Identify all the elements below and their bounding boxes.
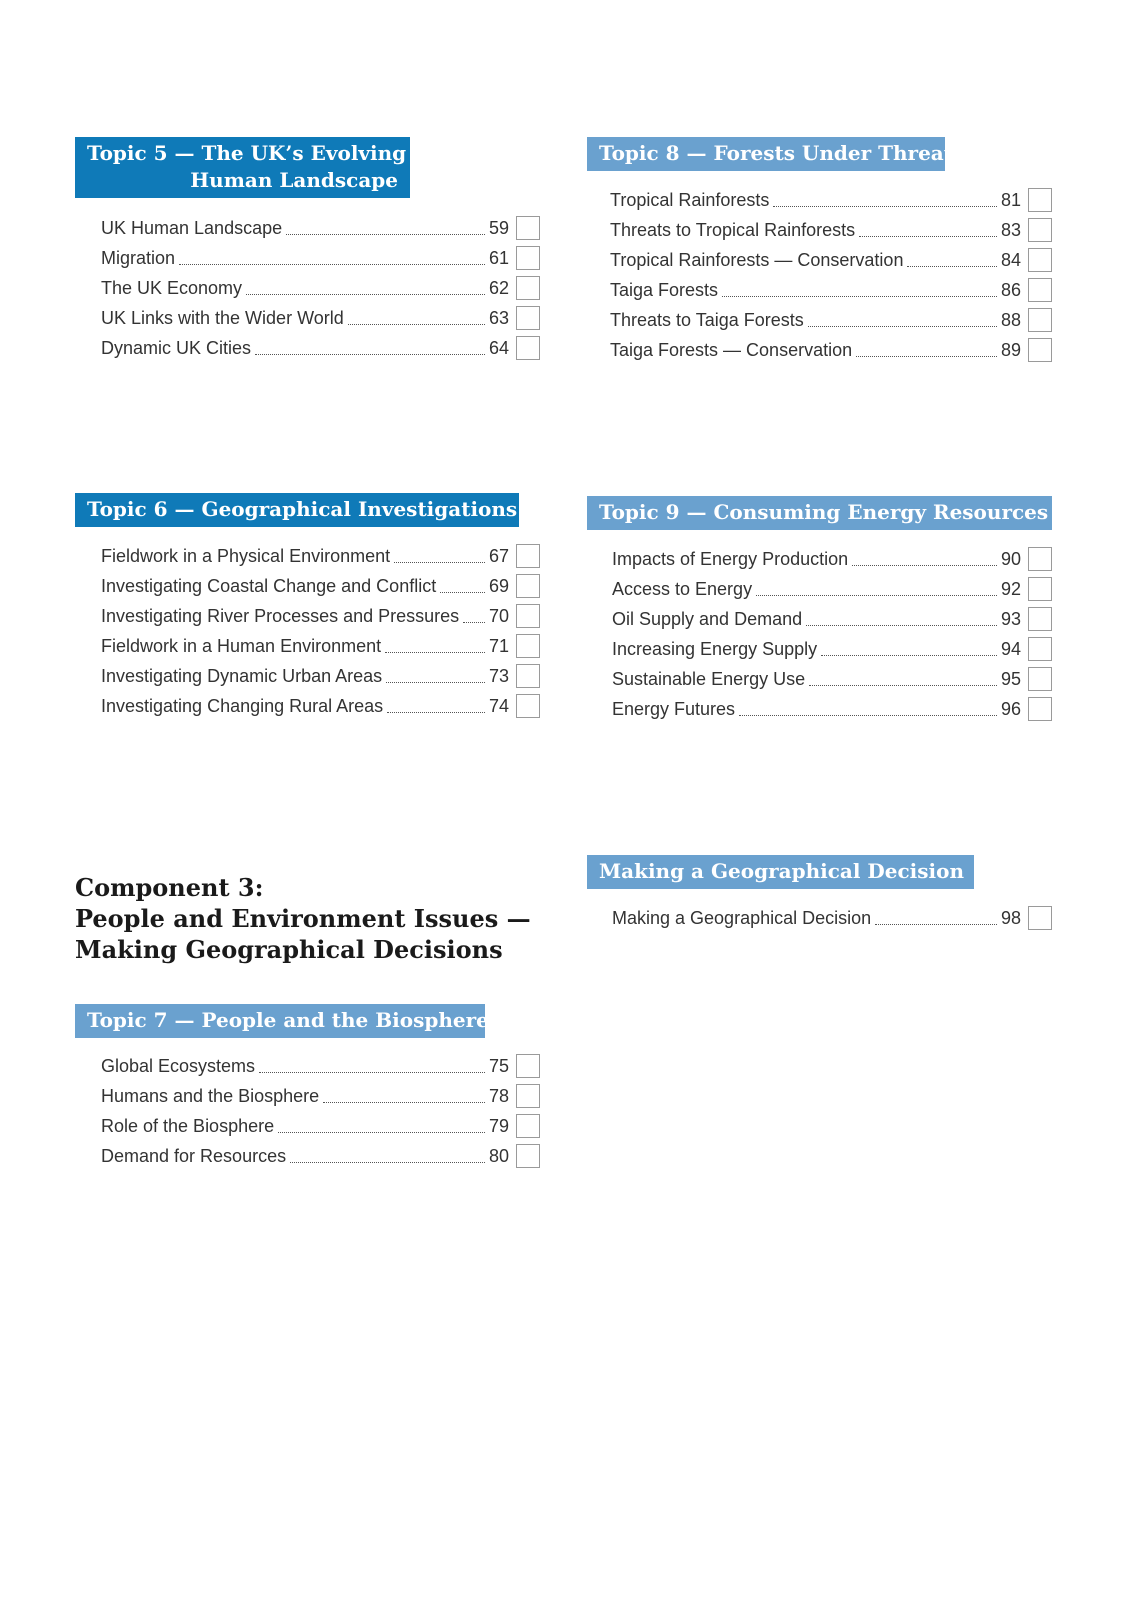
dot-leader [246, 294, 485, 295]
topic-8-header-line1: Topic 8 — Forests Under Threat [599, 141, 953, 165]
tick-box[interactable] [1028, 906, 1052, 930]
tick-box[interactable] [516, 544, 540, 568]
entry-title: Energy Futures [612, 698, 736, 719]
entry-title: Taiga Forests — Conservation [610, 339, 853, 360]
tick-box[interactable] [516, 246, 540, 270]
entry-page: 74 [488, 695, 509, 716]
topic-9-header [587, 496, 1052, 530]
tick-box[interactable] [516, 1054, 540, 1078]
tick-box[interactable] [1028, 188, 1052, 212]
entry-title: Fieldwork in a Physical Environment [101, 545, 391, 566]
entry-title: Taiga Forests [610, 279, 719, 300]
topic-8-entries [587, 185, 1052, 365]
tick-box[interactable] [516, 694, 540, 718]
topic-8-header [587, 137, 953, 171]
entry-page: 79 [488, 1115, 509, 1136]
entry-title: Demand for Resources [101, 1145, 287, 1166]
dot-leader [722, 296, 997, 297]
topic-5-header [75, 137, 410, 198]
entry-page: 98 [1000, 907, 1021, 928]
entry-title: Oil Supply and Demand [612, 608, 803, 629]
topic-6-header [75, 493, 519, 527]
topic-5-entries [75, 213, 540, 363]
list-item [612, 634, 1052, 664]
component-3-heading [75, 872, 531, 965]
entry-title: Humans and the Biosphere [101, 1085, 320, 1106]
entry-page: 73 [488, 665, 509, 686]
list-item [612, 574, 1052, 604]
dot-leader [348, 324, 485, 325]
entry-title: Tropical Rainforests — Conservation [610, 249, 904, 270]
dot-leader [259, 1072, 485, 1073]
topic-9-entries [587, 544, 1052, 724]
list-item [610, 245, 1052, 275]
topic-6-header-line1: Topic 6 — Geographical Investigations [87, 497, 518, 521]
entry-title: Threats to Taiga Forests [610, 309, 804, 330]
entry-page: 80 [488, 1145, 509, 1166]
tick-box[interactable] [516, 604, 540, 628]
tick-box[interactable] [516, 574, 540, 598]
list-item [101, 1081, 540, 1111]
entry-title: Fieldwork in a Human Environment [101, 635, 382, 656]
tick-box[interactable] [1028, 278, 1052, 302]
entry-page: 75 [488, 1055, 509, 1076]
dot-leader [852, 565, 997, 566]
entry-page: 69 [488, 575, 509, 596]
entry-title: Tropical Rainforests [610, 189, 770, 210]
entry-page: 83 [1000, 219, 1021, 240]
dot-leader [907, 266, 997, 267]
component-heading-line3: Making Geographical Decisions [75, 935, 503, 964]
tick-box[interactable] [1028, 218, 1052, 242]
decision-header-line1: Making a Geographical Decision [599, 859, 964, 883]
entry-title: UK Human Landscape [101, 217, 283, 238]
entry-title: Impacts of Energy Production [612, 548, 849, 569]
dot-leader [440, 592, 485, 593]
topic-5-header-line2: Human Landscape [190, 168, 398, 192]
entry-page: 90 [1000, 548, 1021, 569]
tick-box[interactable] [516, 216, 540, 240]
dot-leader [809, 685, 997, 686]
list-item [101, 1141, 540, 1171]
decision-section [587, 855, 1052, 933]
component-heading-line2: People and Environment Issues — [75, 904, 531, 933]
dot-leader [773, 206, 997, 207]
dot-leader [255, 354, 485, 355]
dot-leader [756, 595, 997, 596]
dot-leader [875, 924, 997, 925]
entry-page: 62 [488, 277, 509, 298]
tick-box[interactable] [1028, 248, 1052, 272]
dot-leader [463, 622, 485, 623]
entry-title: The UK Economy [101, 277, 243, 298]
entry-page: 84 [1000, 249, 1021, 270]
list-item [101, 303, 540, 333]
list-item [101, 273, 540, 303]
entry-page: 81 [1000, 189, 1021, 210]
tick-box[interactable] [516, 1084, 540, 1108]
topic-7-header-line1: Topic 7 — People and the Biosphere [87, 1008, 489, 1032]
entry-page: 63 [488, 307, 509, 328]
decision-entries [587, 903, 1052, 933]
dot-leader [386, 682, 485, 683]
list-item [612, 544, 1052, 574]
list-item [101, 601, 540, 631]
list-item [612, 604, 1052, 634]
topic-5-section [75, 137, 540, 363]
entry-page: 95 [1000, 668, 1021, 689]
tick-box[interactable] [1028, 547, 1052, 571]
entry-page: 70 [488, 605, 509, 626]
tick-box[interactable] [1028, 637, 1052, 661]
tick-box[interactable] [1028, 577, 1052, 601]
dot-leader [859, 236, 997, 237]
entry-page: 64 [488, 337, 509, 358]
list-item [101, 333, 540, 363]
entry-title: Investigating Dynamic Urban Areas [101, 665, 383, 686]
dot-leader [739, 715, 997, 716]
list-item [101, 1111, 540, 1141]
entry-page: 88 [1000, 309, 1021, 330]
list-item [610, 185, 1052, 215]
tick-box[interactable] [516, 276, 540, 300]
dot-leader [323, 1102, 485, 1103]
list-item [101, 541, 540, 571]
entry-title: Sustainable Energy Use [612, 668, 806, 689]
dot-leader [806, 625, 997, 626]
dot-leader [808, 326, 997, 327]
entry-title: Threats to Tropical Rainforests [610, 219, 856, 240]
entry-page: 92 [1000, 578, 1021, 599]
topic-6-entries [75, 541, 540, 721]
entry-title: Investigating Changing Rural Areas [101, 695, 384, 716]
topic-6-section [75, 493, 540, 721]
entry-page: 59 [488, 217, 509, 238]
entry-page: 67 [488, 545, 509, 566]
entry-page: 86 [1000, 279, 1021, 300]
entry-title: Increasing Energy Supply [612, 638, 818, 659]
dot-leader [278, 1132, 485, 1133]
tick-box[interactable] [516, 1144, 540, 1168]
list-item [101, 571, 540, 601]
tick-box[interactable] [516, 306, 540, 330]
entry-page: 78 [488, 1085, 509, 1106]
entry-title: Migration [101, 247, 176, 268]
dot-leader [290, 1162, 485, 1163]
entry-title: Making a Geographical Decision [612, 907, 872, 928]
topic-7-entries [75, 1051, 540, 1171]
entry-title: UK Links with the Wider World [101, 307, 344, 328]
dot-leader [394, 562, 485, 563]
topic-7-header [75, 1004, 489, 1038]
list-item [101, 691, 540, 721]
entry-title: Investigating River Processes and Pressures [101, 605, 460, 626]
tick-box[interactable] [516, 336, 540, 360]
list-item [612, 694, 1052, 724]
dot-leader [286, 234, 485, 235]
dot-leader [387, 712, 485, 713]
tick-box[interactable] [1028, 308, 1052, 332]
entry-title: Role of the Biosphere [101, 1115, 275, 1136]
list-item [101, 213, 540, 243]
entry-title: Investigating Coastal Change and Conflict [101, 575, 437, 596]
tick-box[interactable] [516, 634, 540, 658]
list-item [101, 661, 540, 691]
tick-box[interactable] [1028, 697, 1052, 721]
topic-9-section [587, 496, 1052, 724]
dot-leader [856, 356, 997, 357]
dot-leader [179, 264, 485, 265]
entry-page: 94 [1000, 638, 1021, 659]
component-heading-line1: Component 3: [75, 873, 264, 902]
list-item [101, 631, 540, 661]
list-item [612, 664, 1052, 694]
list-item [610, 275, 1052, 305]
tick-box[interactable] [516, 1114, 540, 1138]
list-item [610, 335, 1052, 365]
list-item [101, 1051, 540, 1081]
topic-5-header-line1: Topic 5 — The UK’s Evolving [87, 141, 407, 165]
topic-9-header-line1: Topic 9 — Consuming Energy Resources [599, 500, 1049, 524]
tick-box[interactable] [516, 664, 540, 688]
list-item [101, 243, 540, 273]
entry-title: Access to Energy [612, 578, 753, 599]
list-item [610, 305, 1052, 335]
dot-leader [385, 652, 485, 653]
topic-8-section [587, 137, 1052, 365]
tick-box[interactable] [1028, 338, 1052, 362]
dot-leader [821, 655, 997, 656]
tick-box[interactable] [1028, 667, 1052, 691]
entry-page: 93 [1000, 608, 1021, 629]
entry-page: 71 [488, 635, 509, 656]
entry-page: 61 [488, 247, 509, 268]
list-item [610, 215, 1052, 245]
entry-page: 89 [1000, 339, 1021, 360]
topic-7-section [75, 1004, 540, 1171]
tick-box[interactable] [1028, 607, 1052, 631]
entry-title: Global Ecosystems [101, 1055, 256, 1076]
list-item [612, 903, 1052, 933]
decision-header [587, 855, 974, 889]
entry-title: Dynamic UK Cities [101, 337, 252, 358]
entry-page: 96 [1000, 698, 1021, 719]
